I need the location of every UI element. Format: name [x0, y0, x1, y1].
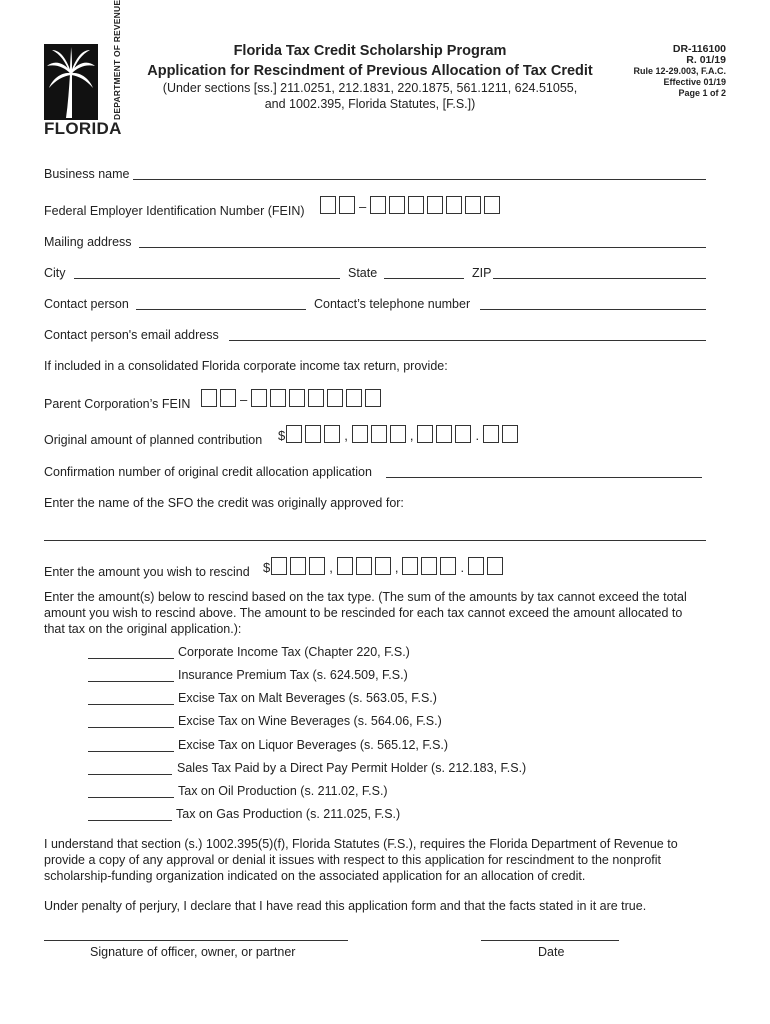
comma-separator: ,	[329, 560, 333, 575]
tax-amount-field[interactable]	[88, 658, 174, 659]
comma-separator: ,	[344, 428, 348, 443]
original-amount-digit-box[interactable]	[455, 425, 471, 443]
decimal-point: .	[460, 560, 465, 575]
page-subtitle: Application for Rescindment of Previous Allocation of Tax Credit	[147, 63, 593, 79]
confirmation-number-label: Confirmation number of original credit allocation application	[44, 465, 372, 479]
fein-dash: –	[359, 199, 367, 214]
parent-fein-digit-box[interactable]	[289, 389, 305, 407]
fein-digit-box[interactable]	[389, 196, 405, 214]
perjury-statement: Under penalty of perjury, I declare that I have read this application form and that the facts stated in it are true.	[44, 899, 647, 913]
fein-digit-box[interactable]	[408, 196, 424, 214]
rescind-amount-digit-box[interactable]	[421, 557, 437, 575]
dollar-sign: $	[278, 428, 286, 443]
statement-paragraph	[44, 836, 724, 884]
sfo-name-label: Enter the name of the SFO the credit was originally approved for:	[44, 496, 404, 510]
parent-fein-digit-box[interactable]	[251, 389, 267, 407]
dollar-sign: $	[263, 560, 271, 575]
instructions-paragraph	[44, 589, 724, 637]
confirmation-number-field[interactable]	[386, 477, 702, 478]
parent-fein-digit-box[interactable]	[346, 389, 362, 407]
statement-line: I understand that section (s.) 1002.395(5)(f), Florida Statutes (F.S.), requires the Florida Department of Revenue to	[44, 837, 678, 851]
comma-separator: ,	[409, 428, 414, 443]
signature-field[interactable]	[44, 940, 348, 941]
zip-field[interactable]	[493, 278, 706, 279]
business-name-field[interactable]	[133, 179, 706, 180]
original-amount-digit-box[interactable]	[483, 425, 499, 443]
original-amount-digit-box[interactable]	[436, 425, 452, 443]
signature-label: Signature of officer, owner, or partner	[90, 945, 296, 959]
date-field[interactable]	[481, 940, 619, 941]
decimal-point: .	[475, 428, 480, 443]
original-amount-digit-box[interactable]	[286, 425, 302, 443]
contact-person-label: Contact person	[44, 297, 129, 311]
logo-state-text: FLORIDA	[44, 119, 122, 138]
parent-fein-digit-box[interactable]	[308, 389, 324, 407]
tax-type-label: Excise Tax on Malt Beverages (s. 563.05, F.S.)	[178, 691, 437, 705]
tax-amount-field[interactable]	[88, 820, 172, 821]
fein-digit-box[interactable]	[427, 196, 443, 214]
fein-boxes[interactable]	[320, 196, 503, 214]
comma-separator: ,	[394, 560, 399, 575]
city-label: City	[44, 266, 66, 280]
rescind-amount-digit-box[interactable]	[309, 557, 325, 575]
parent-fein-digit-box[interactable]	[201, 389, 217, 407]
original-amount-digit-box[interactable]	[324, 425, 340, 443]
fein-label: Federal Employer Identification Number (FEIN)	[44, 204, 305, 218]
original-amount-label: Original amount of planned contribution	[44, 433, 263, 447]
tax-amount-field[interactable]	[88, 751, 174, 752]
parent-fein-digit-box[interactable]	[220, 389, 236, 407]
logo-side-text: DEPARTMENT OF REVENUE	[112, 0, 122, 120]
fein-digit-box[interactable]	[446, 196, 462, 214]
tax-type-label: Tax on Oil Production (s. 211.02, F.S.)	[178, 784, 388, 798]
contact-phone-field[interactable]	[480, 309, 706, 310]
fein-digit-box[interactable]	[339, 196, 355, 214]
rescind-amount-digit-box[interactable]	[487, 557, 503, 575]
original-amount-digit-box[interactable]	[390, 425, 406, 443]
fein-digit-box[interactable]	[320, 196, 336, 214]
tax-type-label: Sales Tax Paid by a Direct Pay Permit Holder (s. 212.183, F.S.)	[177, 761, 527, 775]
date-label: Date	[538, 945, 565, 959]
statement-line: scholarship-funding organization indicated on the associated application for an allocation of credit.	[44, 869, 586, 883]
rescind-amount-digit-box[interactable]	[440, 557, 456, 575]
form-identifier-block	[606, 44, 726, 99]
state-field[interactable]	[384, 278, 464, 279]
parent-fein-digit-box[interactable]	[365, 389, 381, 407]
original-amount-digit-box[interactable]	[417, 425, 433, 443]
tax-amount-field[interactable]	[88, 797, 174, 798]
original-amount-digit-box[interactable]	[352, 425, 368, 443]
tax-amount-field[interactable]	[88, 681, 174, 682]
tax-amount-field[interactable]	[88, 774, 172, 775]
parent-fein-digit-box[interactable]	[327, 389, 343, 407]
tax-type-label: Tax on Gas Production (s. 211.025, F.S.)	[176, 807, 401, 821]
tax-amount-field[interactable]	[88, 704, 174, 705]
original-amount-digit-box[interactable]	[502, 425, 518, 443]
consolidated-note: If included in a consolidated Florida corporate income tax return, provide:	[44, 359, 448, 373]
fein-digit-box[interactable]	[370, 196, 386, 214]
original-amount-digit-box[interactable]	[371, 425, 387, 443]
rescind-amount-digit-box[interactable]	[468, 557, 484, 575]
parent-fein-label: Parent Corporation’s FEIN	[44, 397, 191, 411]
city-field[interactable]	[74, 278, 340, 279]
form-page: Page 1 of 2	[678, 88, 726, 98]
instructions-line: Enter the amount(s) below to rescind based on the tax type. (The sum of the amounts by tax cannot exceed the total	[44, 590, 687, 604]
fein-digit-box[interactable]	[484, 196, 500, 214]
form-rule: Rule 12-29.003, F.A.C.	[633, 66, 726, 76]
tax-type-label: Excise Tax on Wine Beverages (s. 564.06, F.S.)	[178, 714, 442, 728]
page-title: Florida Tax Credit Scholarship Program	[233, 43, 507, 59]
sfo-name-field[interactable]	[44, 540, 706, 541]
parent-fein-dash: –	[240, 392, 248, 407]
statement-line: provide a copy of any approval or denial it issues with respect to this application for rescindment to the nonprofit	[44, 853, 662, 867]
statute-line-1: (Under sections [ss.] 211.0251, 212.1831, 220.1875, 561.1211, 624.51055,	[162, 81, 578, 95]
tax-amount-field[interactable]	[88, 727, 174, 728]
zip-label: ZIP	[472, 266, 492, 280]
parent-fein-digit-box[interactable]	[270, 389, 286, 407]
rescind-amount-boxes[interactable]	[263, 557, 506, 575]
fein-digit-box[interactable]	[465, 196, 481, 214]
form-effective: Effective 01/19	[663, 77, 726, 87]
rescind-amount-digit-box[interactable]	[337, 557, 353, 575]
tax-type-label: Corporate Income Tax (Chapter 220, F.S.)	[178, 645, 410, 659]
rescind-amount-digit-box[interactable]	[375, 557, 391, 575]
tax-type-label: Excise Tax on Liquor Beverages (s. 565.12, F.S.)	[178, 738, 449, 752]
original-amount-digit-box[interactable]	[305, 425, 321, 443]
contact-email-label: Contact person's email address	[44, 328, 219, 342]
rescind-amount-digit-box[interactable]	[402, 557, 418, 575]
rescind-amount-digit-box[interactable]	[290, 557, 306, 575]
tax-type-label: Insurance Premium Tax (s. 624.509, F.S.)	[178, 668, 408, 682]
form-number: DR-116100	[672, 43, 726, 55]
instructions-line: amount you wish to rescind above. The amount to be rescinded for each tax cannot exceed the amount allocated to	[44, 606, 683, 620]
statute-line-2: and 1002.395, Florida Statutes, [F.S.])	[264, 97, 476, 111]
contact-email-field[interactable]	[229, 340, 706, 341]
contact-phone-label: Contact’s telephone number	[314, 297, 471, 311]
rescind-amount-digit-box[interactable]	[271, 557, 287, 575]
parent-fein-boxes[interactable]	[201, 389, 384, 407]
rescind-amount-digit-box[interactable]	[356, 557, 372, 575]
mailing-address-field[interactable]	[139, 247, 706, 248]
contact-person-field[interactable]	[136, 309, 306, 310]
instructions-line: that tax on the original application.):	[44, 622, 242, 636]
original-amount-boxes[interactable]	[278, 425, 521, 443]
mailing-address-label: Mailing address	[44, 235, 132, 249]
rescind-amount-label: Enter the amount you wish to rescind	[44, 565, 250, 579]
state-label: State	[348, 266, 378, 280]
form-revision: R. 01/19	[686, 54, 726, 66]
business-name-label: Business name	[44, 167, 130, 181]
